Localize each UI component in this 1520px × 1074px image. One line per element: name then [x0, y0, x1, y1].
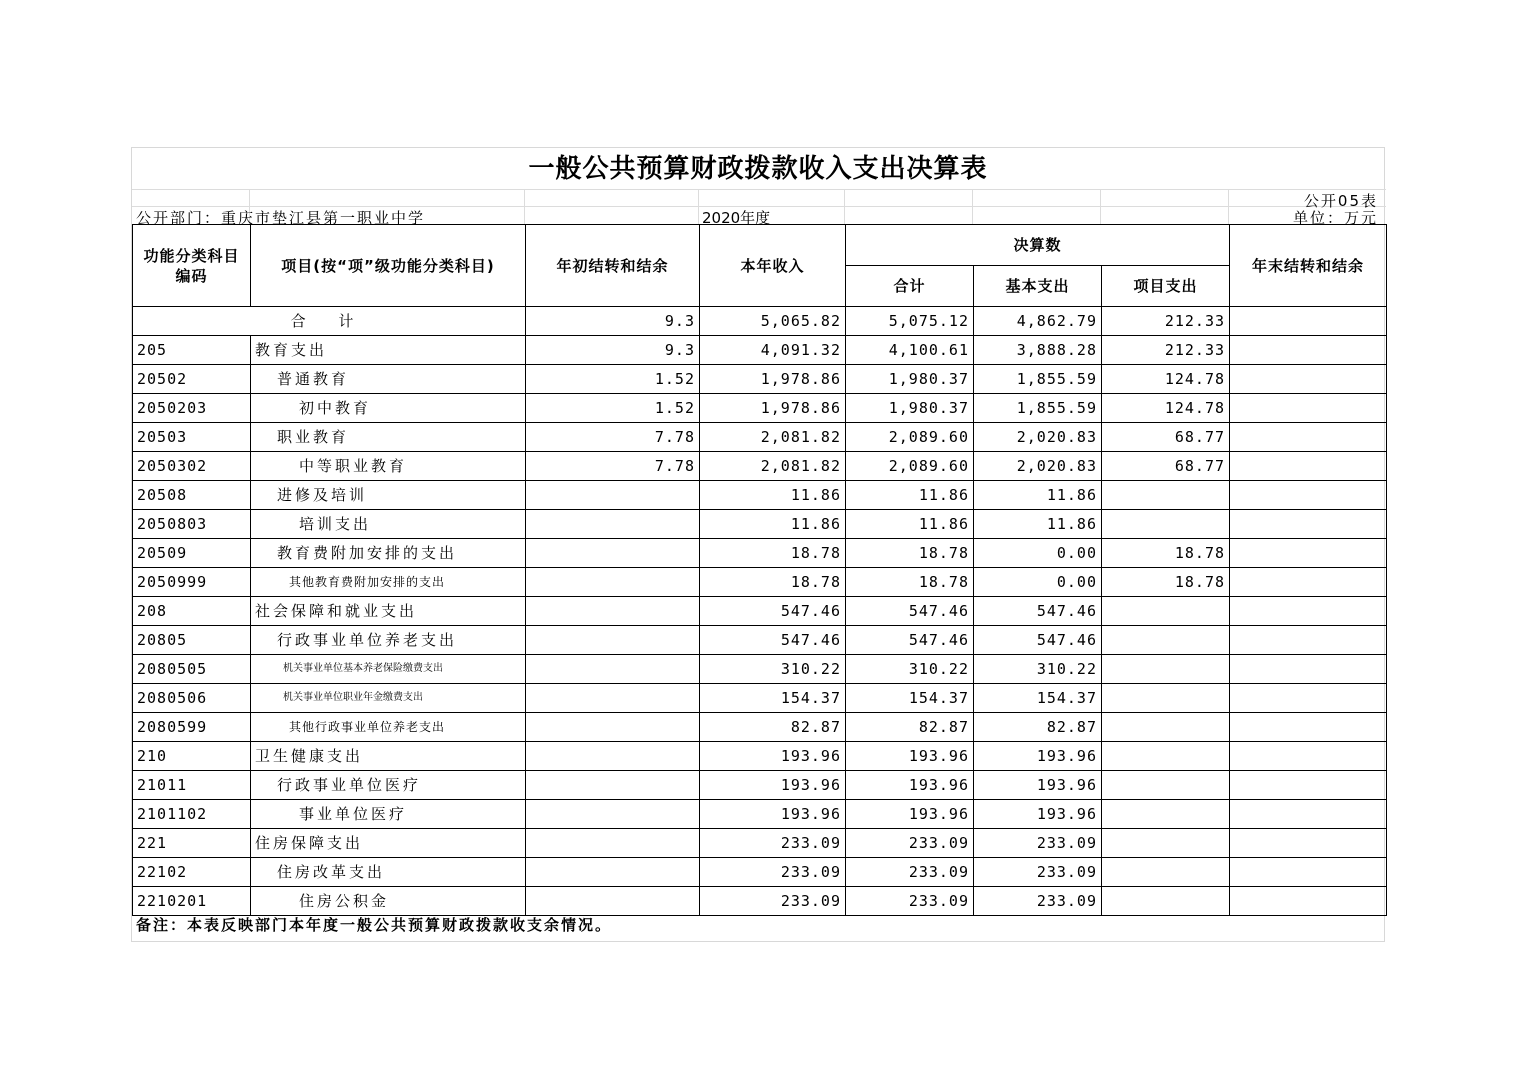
row-code: 2080599 — [133, 713, 251, 742]
row-begin-balance — [526, 597, 700, 626]
row-begin-balance: 1.52 — [526, 365, 700, 394]
total-project: 212.33 — [1102, 307, 1230, 336]
row-project — [1102, 510, 1230, 539]
table-row — [133, 336, 1387, 365]
header-begin-balance: 年初结转和结余 — [526, 225, 700, 307]
row-basic: 0.00 — [974, 539, 1102, 568]
grid-line — [1228, 189, 1229, 224]
row-name: 住房公积金 — [251, 887, 526, 916]
row-income: 193.96 — [700, 800, 846, 829]
row-project — [1102, 684, 1230, 713]
row-code: 2080505 — [133, 655, 251, 684]
row-total: 193.96 — [846, 742, 974, 771]
row-name: 其他行政事业单位养老支出 — [251, 713, 526, 742]
row-project — [1102, 858, 1230, 887]
row-basic: 193.96 — [974, 742, 1102, 771]
table-row — [133, 394, 1387, 423]
table-row — [133, 510, 1387, 539]
row-income: 154.37 — [700, 684, 846, 713]
row-code: 2050203 — [133, 394, 251, 423]
table-row — [133, 481, 1387, 510]
row-code: 2101102 — [133, 800, 251, 829]
row-total: 233.09 — [846, 858, 974, 887]
row-end-balance — [1230, 771, 1387, 800]
row-project: 124.78 — [1102, 394, 1230, 423]
row-code: 205 — [133, 336, 251, 365]
row-income: 1,978.86 — [700, 394, 846, 423]
row-begin-balance: 9.3 — [526, 336, 700, 365]
row-end-balance — [1230, 510, 1387, 539]
row-total: 1,980.37 — [846, 394, 974, 423]
row-code: 2050302 — [133, 452, 251, 481]
row-begin-balance — [526, 887, 700, 916]
row-code: 20502 — [133, 365, 251, 394]
row-project — [1102, 800, 1230, 829]
table-row — [133, 626, 1387, 655]
row-end-balance — [1230, 394, 1387, 423]
row-income: 233.09 — [700, 858, 846, 887]
unit-label: 单位：万元 — [1292, 209, 1378, 227]
row-name: 事业单位医疗 — [251, 800, 526, 829]
row-end-balance — [1230, 452, 1387, 481]
row-name: 机关事业单位基本养老保险缴费支出 — [251, 655, 526, 684]
row-income: 193.96 — [700, 742, 846, 771]
row-basic: 154.37 — [974, 684, 1102, 713]
table-row — [133, 713, 1387, 742]
row-basic: 547.46 — [974, 597, 1102, 626]
total-row — [133, 307, 1387, 336]
row-end-balance — [1230, 858, 1387, 887]
header-code: 功能分类科目编码 — [133, 225, 251, 307]
row-project — [1102, 829, 1230, 858]
row-name: 卫生健康支出 — [251, 742, 526, 771]
table-row — [133, 568, 1387, 597]
row-income: 2,081.82 — [700, 423, 846, 452]
row-end-balance — [1230, 887, 1387, 916]
row-basic: 1,855.59 — [974, 394, 1102, 423]
row-basic: 3,888.28 — [974, 336, 1102, 365]
row-begin-balance: 7.78 — [526, 423, 700, 452]
total-end — [1230, 307, 1387, 336]
row-begin-balance — [526, 829, 700, 858]
row-basic: 2,020.83 — [974, 423, 1102, 452]
table-row — [133, 800, 1387, 829]
row-total: 310.22 — [846, 655, 974, 684]
row-name: 职业教育 — [251, 423, 526, 452]
row-name: 教育费附加安排的支出 — [251, 539, 526, 568]
row-name: 住房保障支出 — [251, 829, 526, 858]
row-code: 221 — [133, 829, 251, 858]
row-income: 1,978.86 — [700, 365, 846, 394]
table-row — [133, 423, 1387, 452]
row-income: 233.09 — [700, 887, 846, 916]
row-total: 547.46 — [846, 626, 974, 655]
row-begin-balance — [526, 771, 700, 800]
row-name: 住房改革支出 — [251, 858, 526, 887]
total-basic: 4,862.79 — [974, 307, 1102, 336]
row-income: 193.96 — [700, 771, 846, 800]
row-end-balance — [1230, 365, 1387, 394]
department-label: 公开部门：重庆市垫江县第一职业中学 — [136, 209, 426, 227]
row-begin-balance — [526, 539, 700, 568]
row-project — [1102, 597, 1230, 626]
row-total: 1,980.37 — [846, 365, 974, 394]
row-code: 2050999 — [133, 568, 251, 597]
row-project — [1102, 713, 1230, 742]
row-name: 教育支出 — [251, 336, 526, 365]
row-basic: 193.96 — [974, 771, 1102, 800]
row-begin-balance: 7.78 — [526, 452, 700, 481]
row-end-balance — [1230, 742, 1387, 771]
row-name: 中等职业教育 — [251, 452, 526, 481]
grid-line — [1100, 189, 1101, 224]
row-total: 233.09 — [846, 829, 974, 858]
row-income: 2,081.82 — [700, 452, 846, 481]
row-end-balance — [1230, 568, 1387, 597]
row-begin-balance — [526, 626, 700, 655]
footnote: 备注：本表反映部门本年度一般公共预算财政拨款收支余情况。 — [136, 916, 613, 934]
grid-line — [524, 189, 525, 224]
row-name: 社会保障和就业支出 — [251, 597, 526, 626]
total-label: 合 计 — [133, 307, 526, 336]
table-row — [133, 829, 1387, 858]
table-row — [133, 452, 1387, 481]
row-total: 193.96 — [846, 800, 974, 829]
row-income: 82.87 — [700, 713, 846, 742]
row-end-balance — [1230, 597, 1387, 626]
row-basic: 0.00 — [974, 568, 1102, 597]
row-begin-balance — [526, 481, 700, 510]
row-name: 普通教育 — [251, 365, 526, 394]
row-name: 初中教育 — [251, 394, 526, 423]
row-project — [1102, 887, 1230, 916]
row-begin-balance — [526, 800, 700, 829]
row-total: 193.96 — [846, 771, 974, 800]
row-name: 行政事业单位养老支出 — [251, 626, 526, 655]
grid-line — [698, 189, 699, 224]
row-name: 培训支出 — [251, 510, 526, 539]
row-total: 2,089.60 — [846, 452, 974, 481]
row-income: 18.78 — [700, 568, 846, 597]
total-income: 5,065.82 — [700, 307, 846, 336]
row-begin-balance — [526, 858, 700, 887]
row-code: 2210201 — [133, 887, 251, 916]
row-begin-balance — [526, 713, 700, 742]
header-end-balance: 年末结转和结余 — [1230, 225, 1387, 307]
row-total: 233.09 — [846, 887, 974, 916]
row-project: 68.77 — [1102, 423, 1230, 452]
row-project: 124.78 — [1102, 365, 1230, 394]
row-code: 2050803 — [133, 510, 251, 539]
row-income: 18.78 — [700, 539, 846, 568]
row-project: 68.77 — [1102, 452, 1230, 481]
row-total: 18.78 — [846, 539, 974, 568]
row-basic: 233.09 — [974, 858, 1102, 887]
row-total: 18.78 — [846, 568, 974, 597]
row-end-balance — [1230, 684, 1387, 713]
row-end-balance — [1230, 829, 1387, 858]
header-total: 合计 — [846, 266, 974, 307]
row-code: 2080506 — [133, 684, 251, 713]
table-row — [133, 684, 1387, 713]
row-name: 其他教育费附加安排的支出 — [251, 568, 526, 597]
table-body — [133, 307, 1387, 916]
row-income: 547.46 — [700, 626, 846, 655]
total-begin: 9.3 — [526, 307, 700, 336]
table-row — [133, 597, 1387, 626]
row-begin-balance — [526, 684, 700, 713]
row-basic: 193.96 — [974, 800, 1102, 829]
row-end-balance — [1230, 800, 1387, 829]
row-basic: 11.86 — [974, 481, 1102, 510]
row-code: 21011 — [133, 771, 251, 800]
row-code: 22102 — [133, 858, 251, 887]
row-name: 机关事业单位职业年金缴费支出 — [251, 684, 526, 713]
row-code: 208 — [133, 597, 251, 626]
row-begin-balance — [526, 568, 700, 597]
row-project: 18.78 — [1102, 568, 1230, 597]
row-end-balance — [1230, 423, 1387, 452]
row-income: 11.86 — [700, 481, 846, 510]
header-basic: 基本支出 — [974, 266, 1102, 307]
row-end-balance — [1230, 626, 1387, 655]
table-row — [133, 742, 1387, 771]
budget-sheet — [131, 147, 1385, 942]
row-begin-balance — [526, 655, 700, 684]
row-project — [1102, 655, 1230, 684]
row-project — [1102, 771, 1230, 800]
grid-line — [844, 189, 845, 224]
row-begin-balance — [526, 510, 700, 539]
row-total: 4,100.61 — [846, 336, 974, 365]
row-name: 行政事业单位医疗 — [251, 771, 526, 800]
row-end-balance — [1230, 481, 1387, 510]
total-total: 5,075.12 — [846, 307, 974, 336]
row-project: 212.33 — [1102, 336, 1230, 365]
table-row — [133, 858, 1387, 887]
row-total: 82.87 — [846, 713, 974, 742]
row-basic: 547.46 — [974, 626, 1102, 655]
row-basic: 233.09 — [974, 887, 1102, 916]
row-end-balance — [1230, 336, 1387, 365]
table-row — [133, 539, 1387, 568]
row-project: 18.78 — [1102, 539, 1230, 568]
row-income: 233.09 — [700, 829, 846, 858]
row-basic: 11.86 — [974, 510, 1102, 539]
row-code: 210 — [133, 742, 251, 771]
page-title: 一般公共预算财政拨款收入支出决算表 — [528, 154, 988, 184]
row-income: 11.86 — [700, 510, 846, 539]
row-income: 547.46 — [700, 597, 846, 626]
header-income: 本年收入 — [700, 225, 846, 307]
row-basic: 233.09 — [974, 829, 1102, 858]
row-basic: 1,855.59 — [974, 365, 1102, 394]
row-end-balance — [1230, 713, 1387, 742]
budget-table — [132, 224, 1387, 916]
row-code: 20508 — [133, 481, 251, 510]
grid-line — [132, 189, 1386, 190]
table-row — [133, 365, 1387, 394]
row-total: 547.46 — [846, 597, 974, 626]
header-item: 项目(按“项”级功能分类科目) — [251, 225, 526, 307]
row-begin-balance — [526, 742, 700, 771]
row-basic: 2,020.83 — [974, 452, 1102, 481]
row-basic: 310.22 — [974, 655, 1102, 684]
table-row — [133, 655, 1387, 684]
table-row — [133, 771, 1387, 800]
header-final: 决算数 — [846, 225, 1230, 266]
row-total: 11.86 — [846, 481, 974, 510]
row-project — [1102, 481, 1230, 510]
row-total: 2,089.60 — [846, 423, 974, 452]
header-project: 项目支出 — [1102, 266, 1230, 307]
row-income: 310.22 — [700, 655, 846, 684]
row-code: 20509 — [133, 539, 251, 568]
row-code: 20503 — [133, 423, 251, 452]
row-name: 进修及培训 — [251, 481, 526, 510]
year-label: 2020年度 — [702, 209, 771, 227]
row-project — [1102, 742, 1230, 771]
row-code: 20805 — [133, 626, 251, 655]
row-total: 154.37 — [846, 684, 974, 713]
row-project — [1102, 626, 1230, 655]
table-number: 公开05表 — [1303, 192, 1378, 210]
table-row — [133, 887, 1387, 916]
row-total: 11.86 — [846, 510, 974, 539]
row-begin-balance: 1.52 — [526, 394, 700, 423]
row-end-balance — [1230, 539, 1387, 568]
row-basic: 82.87 — [974, 713, 1102, 742]
row-end-balance — [1230, 655, 1387, 684]
row-income: 4,091.32 — [700, 336, 846, 365]
grid-line — [972, 189, 973, 224]
